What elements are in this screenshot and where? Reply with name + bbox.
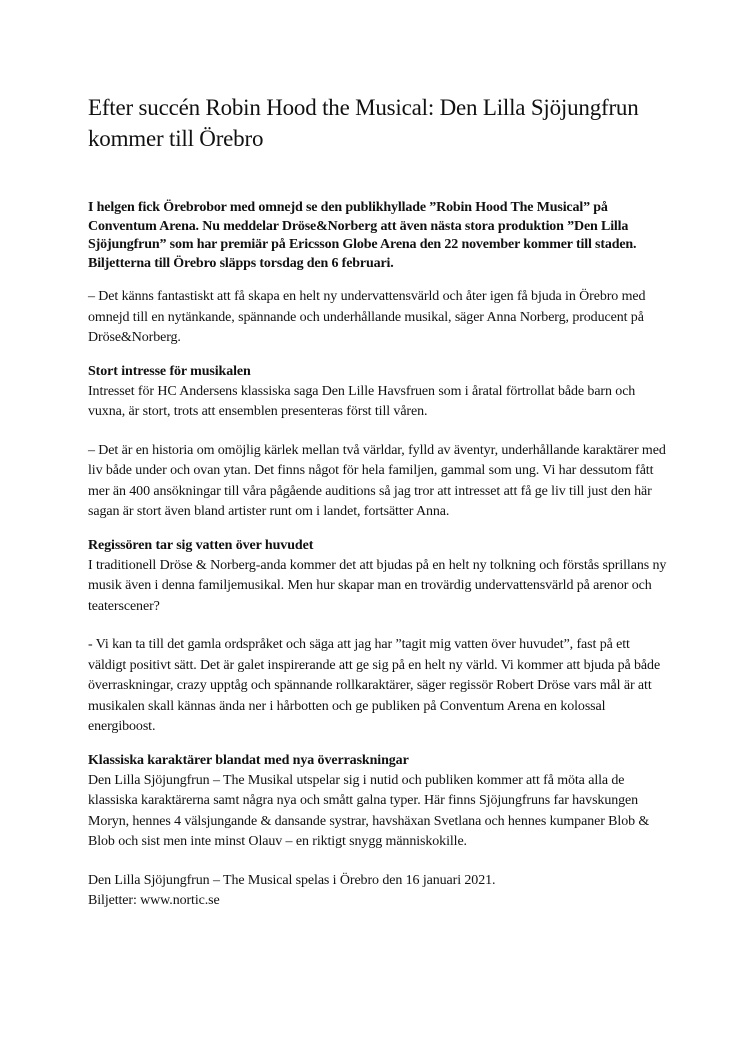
document-page [88,92,668,912]
footer-tickets-line: Biljetter: www.nortic.se [88,893,220,908]
quote-paragraph-1: – Det känns fantastiskt att få skapa en helt ny undervattensvärld och åter igen få bjuda in Örebro med omnejd till en nytänkande, spännande och underhållande musikal, säger Anna Norberg, producent på Dröse&Norberg. [88,289,646,345]
footer-performance-line: Den Lilla Sjöjungfrun – The Musical spelas i Örebro den 16 januari 2021. [88,872,496,888]
section-heading-characters: Klassiska karaktärer blandat med nya överraskningar [88,752,409,768]
section-heading-director: Regissören tar sig vatten över huvudet [88,537,314,553]
section3-paragraph-1: Den Lilla Sjöjungfrun – The Musikal utspelar sig i nutid och publiken kommer att få möta alla de klassiska karaktärerna samt några nya och smått galna typer. Här finns Sjöjungfruns far havskungen Moryn, hennes 4 välsjungande & dansande systrar, havshäxan Svetlana och hennes kumpaner Blob & Blob och sist men inte minst Olauv – en riktigt snygg människokille. [88,772,650,849]
section2-paragraph-1: I traditionell Dröse & Norberg-anda kommer det att bjudas på en helt ny tolkning och förstås sprillans ny musik även i denna familjemusikal. Men hur skapar man en trovärdig undervattensvärld på arenor och teaterscener? [88,557,667,614]
section-heading-interest: Stort intresse för musikalen [88,363,251,379]
article-lead: I helgen fick Örebrobor med omnejd se den publikhyllade ”Robin Hood The Musical” på Conventum Arena. Nu meddelar Dröse&Norberg att även nästa stora produktion ”Den Lilla Sjöjungfrun” som har premiär på Ericsson Globe Arena den 22 november kommer till staden. Biljetterna till Örebro släpps torsdag den 6 februari. [88,200,637,271]
section1-paragraph-1: Intresset för HC Andersens klassiska saga Den Lille Havsfruen som i åratal förtrollat både barn och vuxna, är stort, trots att ensemblen presenteras först till våren. [88,383,636,419]
section1-paragraph-2: – Det är en historia om omöjlig kärlek mellan två världar, fylld av äventyr, underhållande karaktärer med liv både under och ovan ytan. Det finns något för hela familjen, gammal som ung. Vi har dessutom fått mer än 400 ansökningar till våra pågående auditions så jag tror att intresset att få ge liv till just den här sagan är stort även bland artister runt om i landet, fortsätter Anna. [88,442,666,519]
article-title: Efter succén Robin Hood the Musical: Den Lilla Sjöjungfrun kommer till Örebro [88,95,639,151]
section2-paragraph-2: - Vi kan ta till det gamla ordspråket och säga att jag har ”tagit mig vatten över huvudet”, fast på ett väldigt positivt sätt. Det är galet inspirerande att ge sig på en helt ny värld. Vi kommer att bjuda på både överraskningar, crazy upptåg och spännande rollkaraktärer, säger regissör Robert Dröse vars mål är att musikalen skall kännas ända ner i hårbotten och ge publiken på Conventum Arena en kolossal energiboost. [88,637,661,734]
